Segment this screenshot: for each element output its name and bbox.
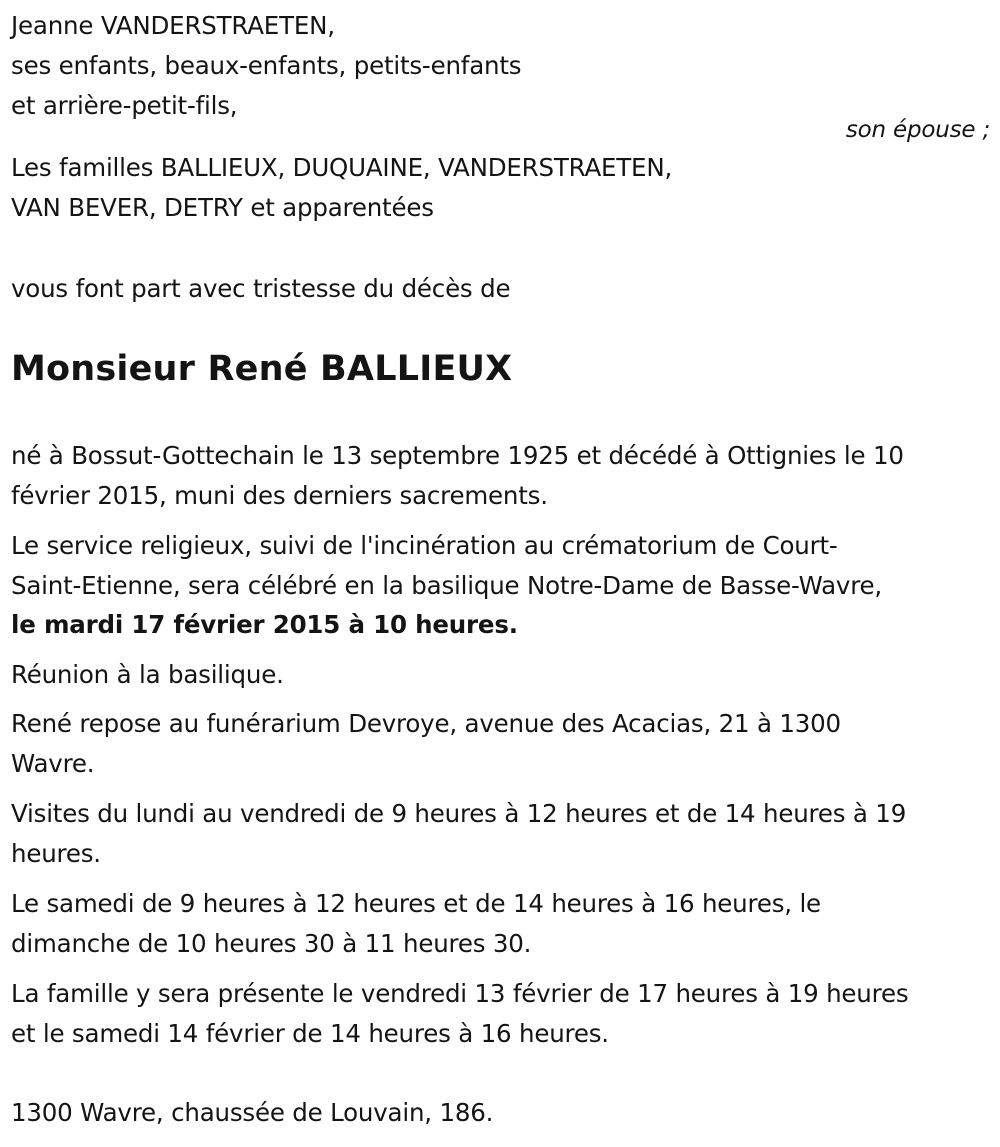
visits-line-1: Visites du lundi au vendredi de 9 heures à 12 heures et de 14 heures à 19: [11, 799, 907, 828]
service-line-2: Saint-Etienne, sera célébré en la basilique Notre-Dame de Basse-Wavre,: [11, 571, 883, 600]
spouse-label: son épouse ;: [845, 117, 990, 143]
address: 1300 Wavre, chaussée de Louvain, 186.: [11, 1098, 494, 1127]
service-date: le mardi 17 février 2015 à 10 heures.: [11, 610, 518, 639]
children-line: ses enfants, beaux-enfants, petits-enfants: [11, 51, 522, 80]
family-presence-line-2: et le samedi 14 février de 14 heures à 16 heures.: [11, 1019, 609, 1048]
weekend-line-1: Le samedi de 9 heures à 12 heures et de 14 heures à 16 heures, le: [11, 889, 821, 918]
service-line-1: Le service religieux, suivi de l'incinération au crématorium de Court-: [11, 531, 838, 560]
meeting-info: Réunion à la basilique.: [11, 660, 284, 689]
birth-death-line-1: né à Bossut-Gottechain le 13 septembre 1925 et décédé à Ottignies le 10: [11, 441, 904, 470]
family-presence-line-1: La famille y sera présente le vendredi 13 février de 17 heures à 19 heures: [11, 979, 909, 1008]
weekend-line-2: dimanche de 10 heures 30 à 11 heures 30.: [11, 929, 532, 958]
rest-line-2: Wavre.: [11, 749, 95, 778]
birth-death-line-2: février 2015, muni des derniers sacrements.: [11, 481, 548, 510]
grandchildren-line: et arrière-petit-fils,: [11, 91, 238, 120]
families-line-1: Les familles BALLIEUX, DUQUAINE, VANDERSTRAETEN,: [11, 153, 673, 182]
rest-line-1: René repose au funérarium Devroye, avenue des Acacias, 21 à 1300: [11, 709, 841, 738]
spouse-name: Jeanne VANDERSTRAETEN,: [11, 11, 335, 40]
visits-line-2: heures.: [11, 839, 101, 868]
families-line-2: VAN BEVER, DETRY et apparentées: [11, 193, 434, 222]
announcement: vous font part avec tristesse du décès de: [11, 274, 511, 303]
deceased-name: Monsieur René BALLIEUX: [11, 349, 513, 389]
